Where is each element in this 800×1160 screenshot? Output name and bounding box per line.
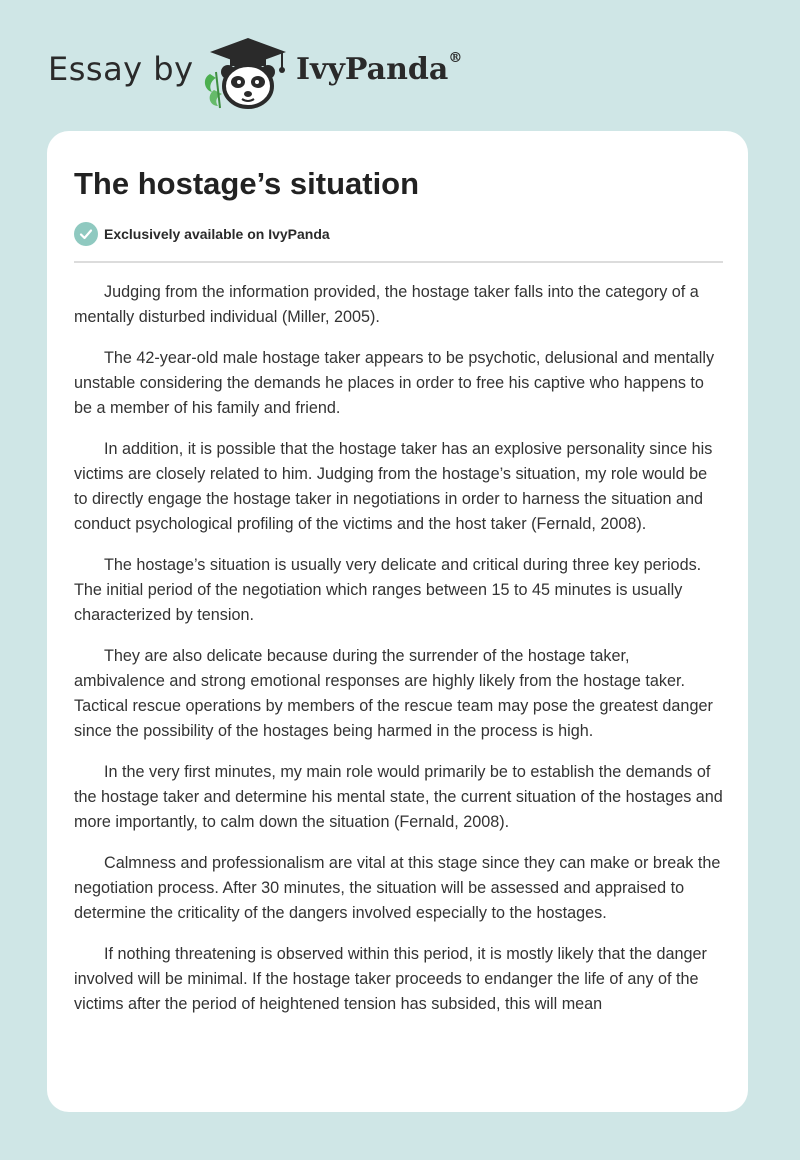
paragraph: If nothing threatening is observed within this period, it is mostly likely that the danger involved will be minimal. If the hostage taker proceeds to endanger the life of any of the victims after the period of heightened tension has subsided, this will mean xyxy=(74,945,707,1013)
article-body xyxy=(74,280,724,1033)
paragraph: The hostage’s situation is usually very delicate and critical during three key periods. The initial period of the negotiation which ranges between 15 to 45 minutes is usually characterized by tension. xyxy=(74,556,702,624)
page-title: The hostage’s situation xyxy=(74,166,420,201)
ivypanda-logo-icon[interactable] xyxy=(200,34,296,110)
brand-name[interactable] xyxy=(296,52,462,87)
brand-name-text: IvyPanda xyxy=(296,52,449,87)
ivy-leaf-icon xyxy=(205,72,222,108)
checkmark-icon xyxy=(74,222,98,246)
paragraph: In addition, it is possible that the hostage taker has an explosive personality since his victims are closely related to him. Judging from the hostage’s situation, my role would be to directly engage the hostage taker in negotiations in order to harness the situation and conduct psychological profiling of the victims and the host taker (Fernald, 2008). xyxy=(74,440,713,533)
paragraph: They are also delicate because during the surrender of the hostage taker, ambivalence and strong emotional responses are highly likely from the hostage taker. Tactical rescue operations by members of the rescue team may pose the greatest danger since the possibility of the hostages being harmed in the process is high. xyxy=(74,647,713,740)
divider xyxy=(74,261,723,263)
site-header xyxy=(0,0,800,130)
essay-by-label: Essay by xyxy=(48,50,194,88)
exclusive-badge xyxy=(74,222,330,246)
exclusive-badge-label: Exclusively available on IvyPanda xyxy=(104,226,330,242)
paragraph: Calmness and professionalism are vital at this stage since they can make or break the negotiation process. After 30 minutes, the situation will be assessed and appraised to determine the criticality of the dangers involved especially to the hostages. xyxy=(74,854,721,922)
paragraph: Judging from the information provided, the hostage taker falls into the category of a mentally disturbed individual (Miller, 2005). xyxy=(74,283,699,326)
article-card xyxy=(47,131,748,1112)
paragraph: In the very first minutes, my main role would primarily be to establish the demands of the hostage taker and determine his mental state, the current situation of the hostages and more importantly, to calm down the situation (Fernald, 2008). xyxy=(74,763,723,831)
paragraph: The 42-year-old male hostage taker appears to be psychotic, delusional and mentally unstable considering the demands he places in order to free his captive who happens to be a member of his family and friend. xyxy=(74,349,715,417)
registered-mark: ® xyxy=(448,50,463,66)
